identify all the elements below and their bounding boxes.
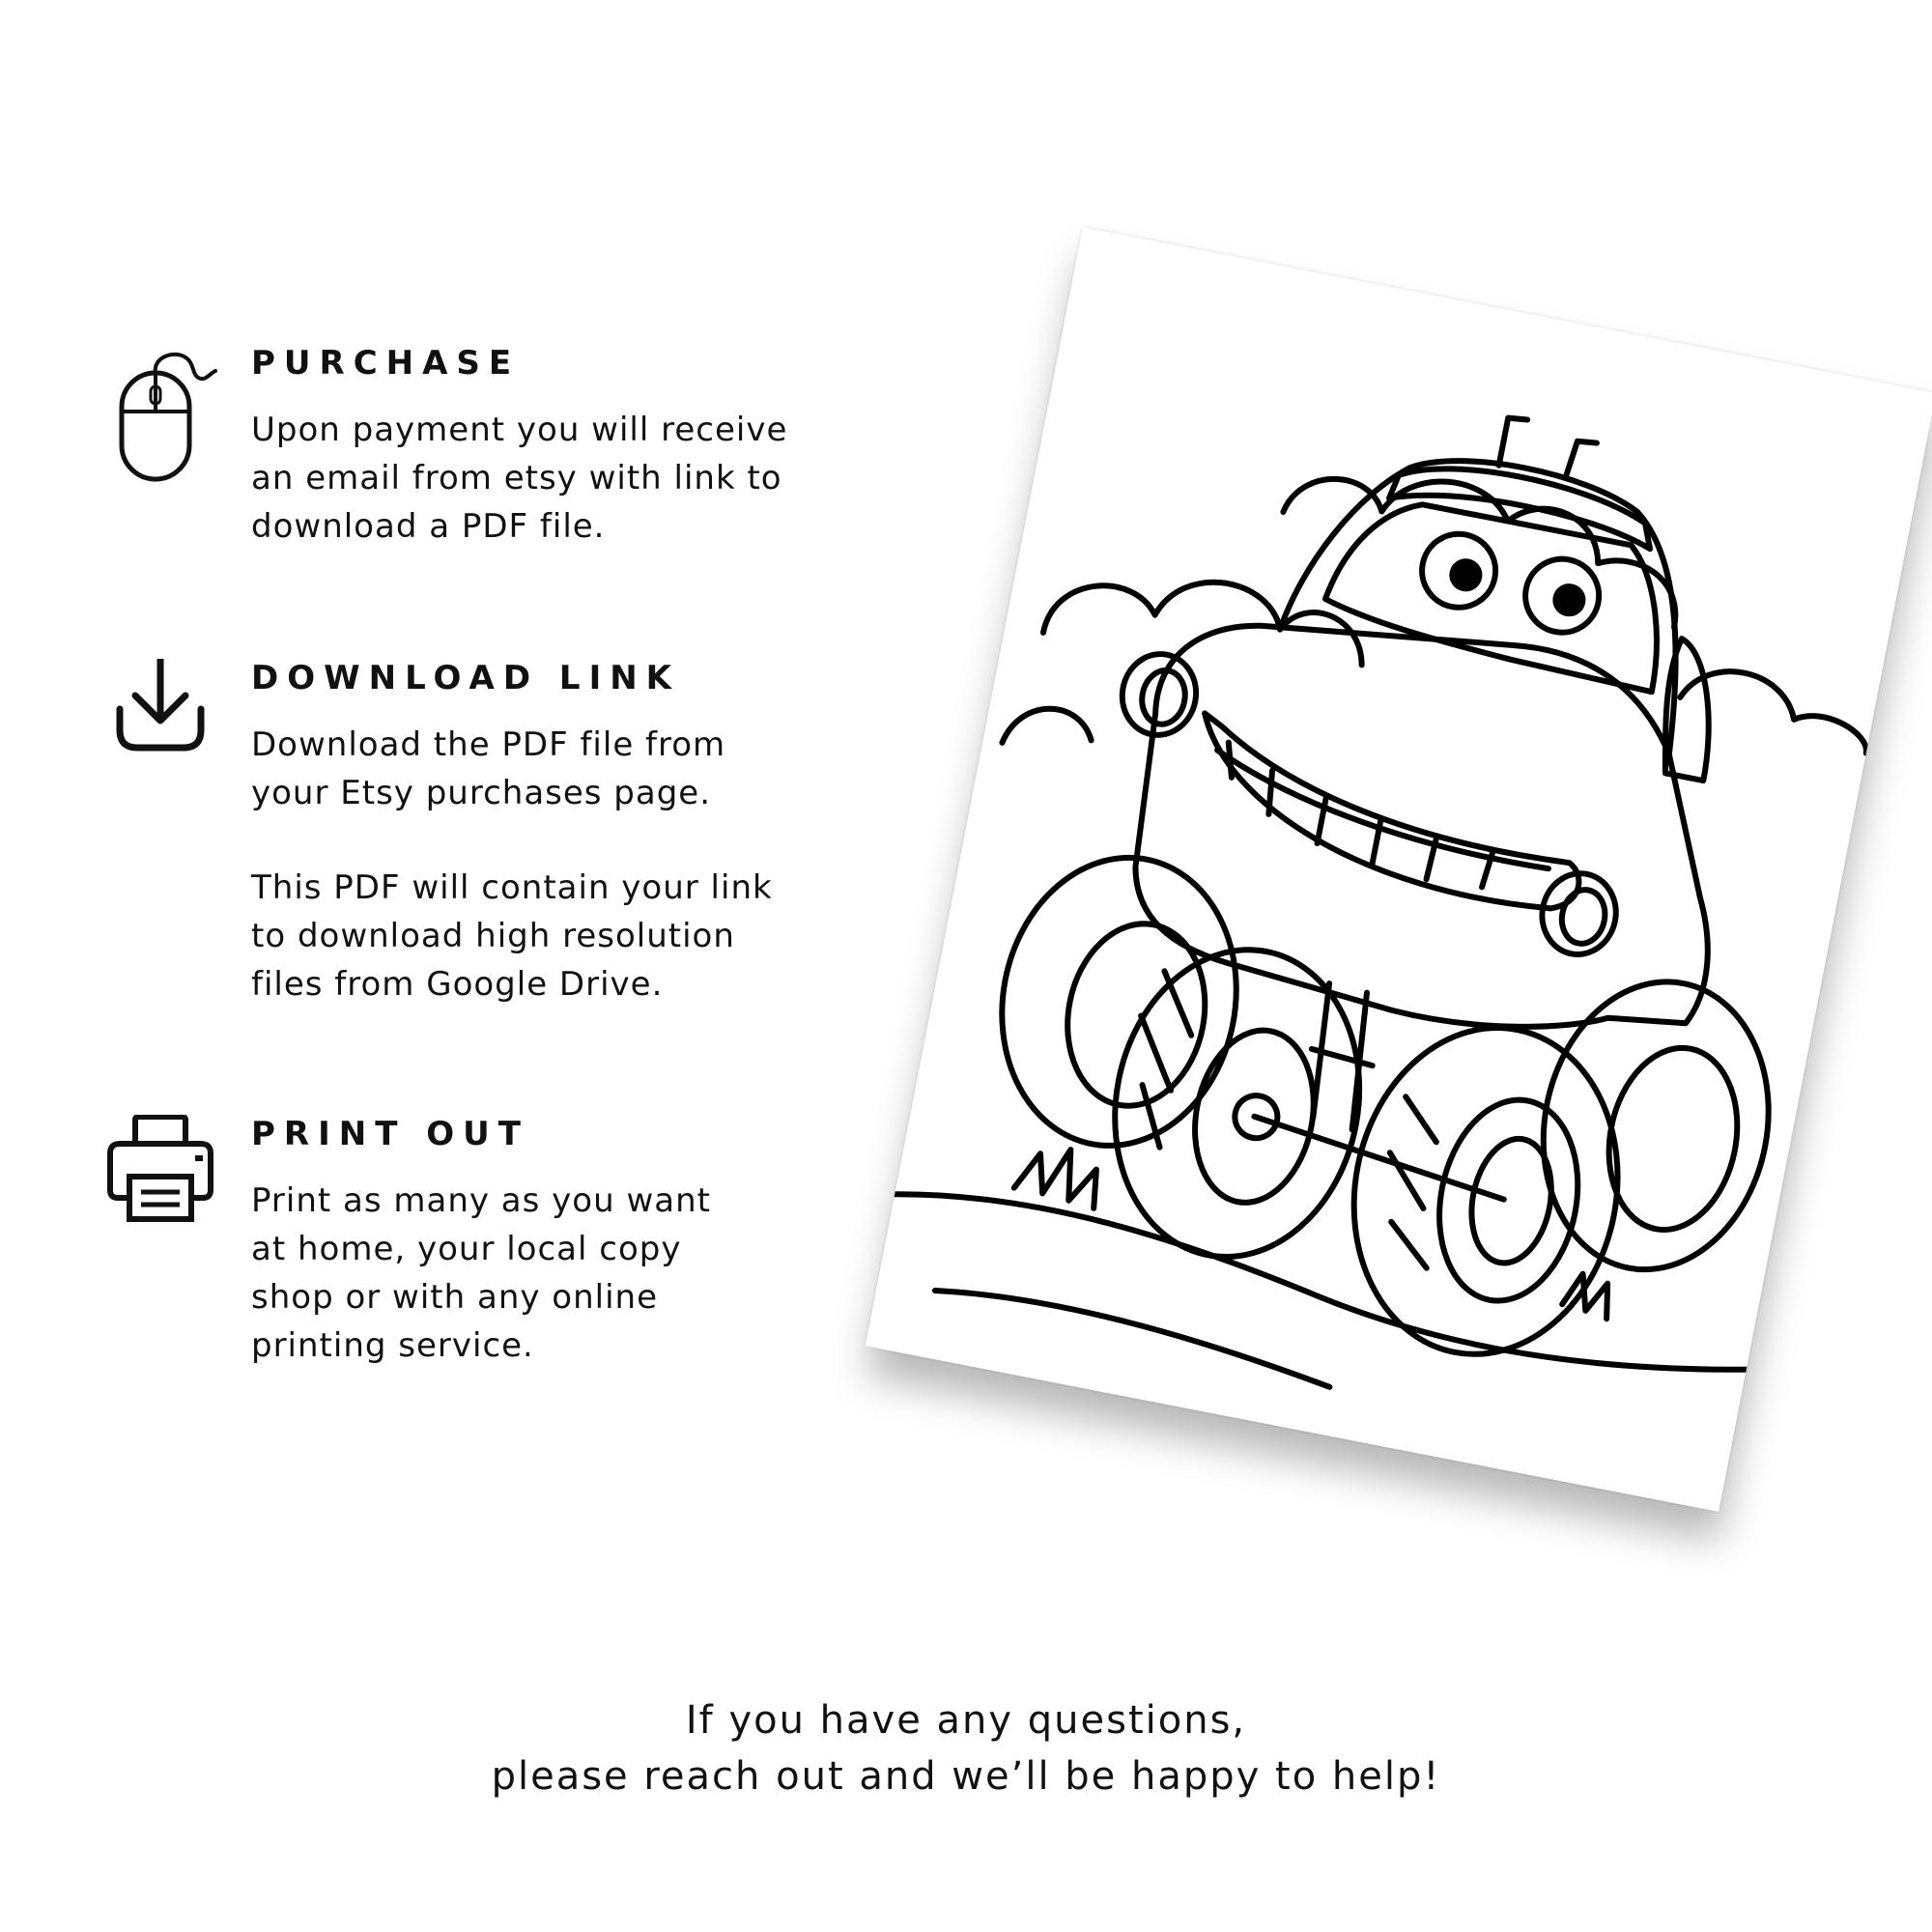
truck-mouth — [1180, 713, 1598, 916]
ground-line — [888, 1180, 1751, 1397]
grass-tuft — [1013, 1141, 1104, 1208]
download-icon — [106, 659, 213, 804]
wheel-front-right-hub — [1423, 1088, 1594, 1313]
monster-truck-illustration — [866, 227, 1932, 1512]
cloud-far-left — [1002, 700, 1095, 759]
wheel-back-left-hub — [1052, 912, 1220, 1118]
contact-message — [0, 1692, 1932, 1804]
cloud-left — [1043, 551, 1372, 694]
step-description: Upon payment you will receive an email from etsy with link to download a PDF file. — [251, 411, 788, 546]
printer-icon — [106, 1115, 213, 1260]
pupil-right — [1553, 584, 1585, 616]
coloring-page-preview — [898, 299, 1874, 1575]
step-description-extra: This PDF will contain your link to download high resolution files from Google Drive. — [251, 868, 773, 1004]
windshield — [1320, 490, 1678, 692]
pupil-left — [1450, 559, 1482, 591]
truck-teeth — [1210, 743, 1504, 891]
contact-line-1: If you have any questions, — [685, 1698, 1247, 1743]
headlight-right-inner — [1557, 886, 1609, 947]
step-description: Download the PDF file from your Etsy purchases page. — [251, 725, 726, 812]
side-window — [1652, 638, 1729, 781]
coloring-sheet — [866, 227, 1932, 1512]
step-description: Print as many as you want at home, your local copy shop or with any online printing service. — [251, 1181, 711, 1365]
mouse-icon — [106, 344, 213, 489]
contact-line-2: please reach out and we’ll be happy to help! — [491, 1754, 1441, 1799]
wheel-back-left — [978, 838, 1261, 1166]
step-title: PURCHASE — [251, 344, 521, 383]
step-title: DOWNLOAD LINK — [251, 659, 681, 697]
ground-line-2 — [931, 1283, 1335, 1387]
step-title: PRINT OUT — [251, 1115, 529, 1153]
